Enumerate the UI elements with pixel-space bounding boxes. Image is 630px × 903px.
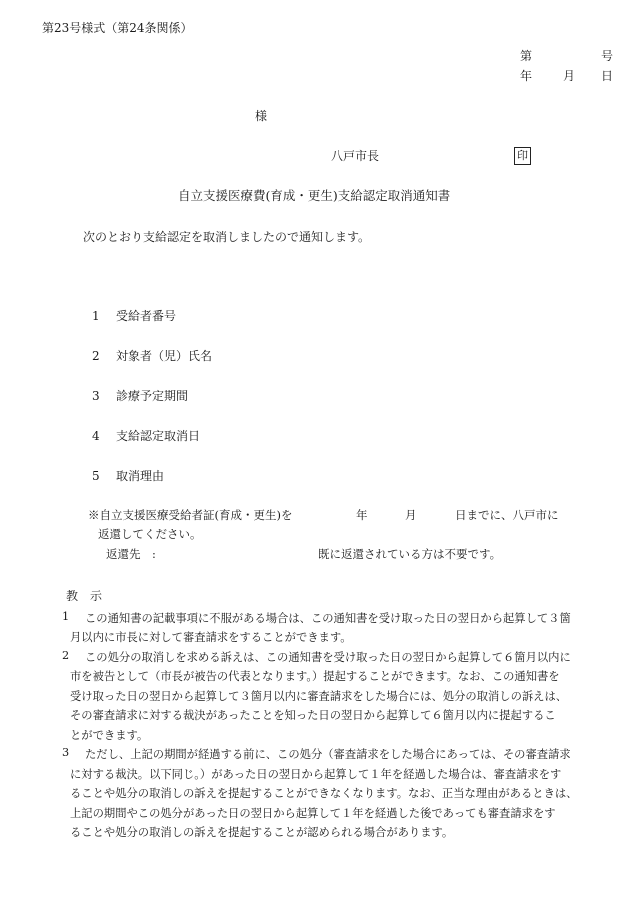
form-number: 第23号様式（第24条関係） [42,21,193,35]
intro-text: 次のとおり支給認定を取消しましたので通知します。 [83,230,371,244]
instruction-section: 1 この通知書の記載事項に不服がある場合は、この通知書を受け取った日の翌日から起算して３箇 月以内に市長に対して審査請求をすることができます。 2 この処分の取消しを求める訴えは、この通知書を受け取った日の翌日から起算して６箇月以内に 市を被告として（市長が被告の代表となります。）提起することができます。なお、この通知書を 受け取った日の翌日から起算して３箇月以内に審査請求をした場合には、処分の取消しの訴えは、 その審査請求に対する裁決があったことを知った日の翌日から起算して６箇月以内に提起するこ とができます。 3 ただし、上記の期間が経過する前に、この処分（審査請求をした場合にあっては、その審査請求 に対する裁決。以下同じ。）があった日の翌日から起算して１年を経過した場合は、審査請求をす ることや処分の取消しの訴えを提起することができなくなります。なお、正当な理由があるときは、 上記の期間やこの処分があった日の翌日から起算して１年を経過した後であっても審査請求をす ることや処分の取消しの訴えを提起することが認められる場合があります。 [62,610,578,839]
document-title: 自立支援医療費(育成・更生)支給認定取消通知書 [178,188,451,203]
sender-name: 八戸市長 [331,149,380,163]
addressee-honorific: 様 [255,109,268,123]
seal-mark: 印 [514,147,531,165]
instruction-heading: 教 示 [66,589,103,603]
